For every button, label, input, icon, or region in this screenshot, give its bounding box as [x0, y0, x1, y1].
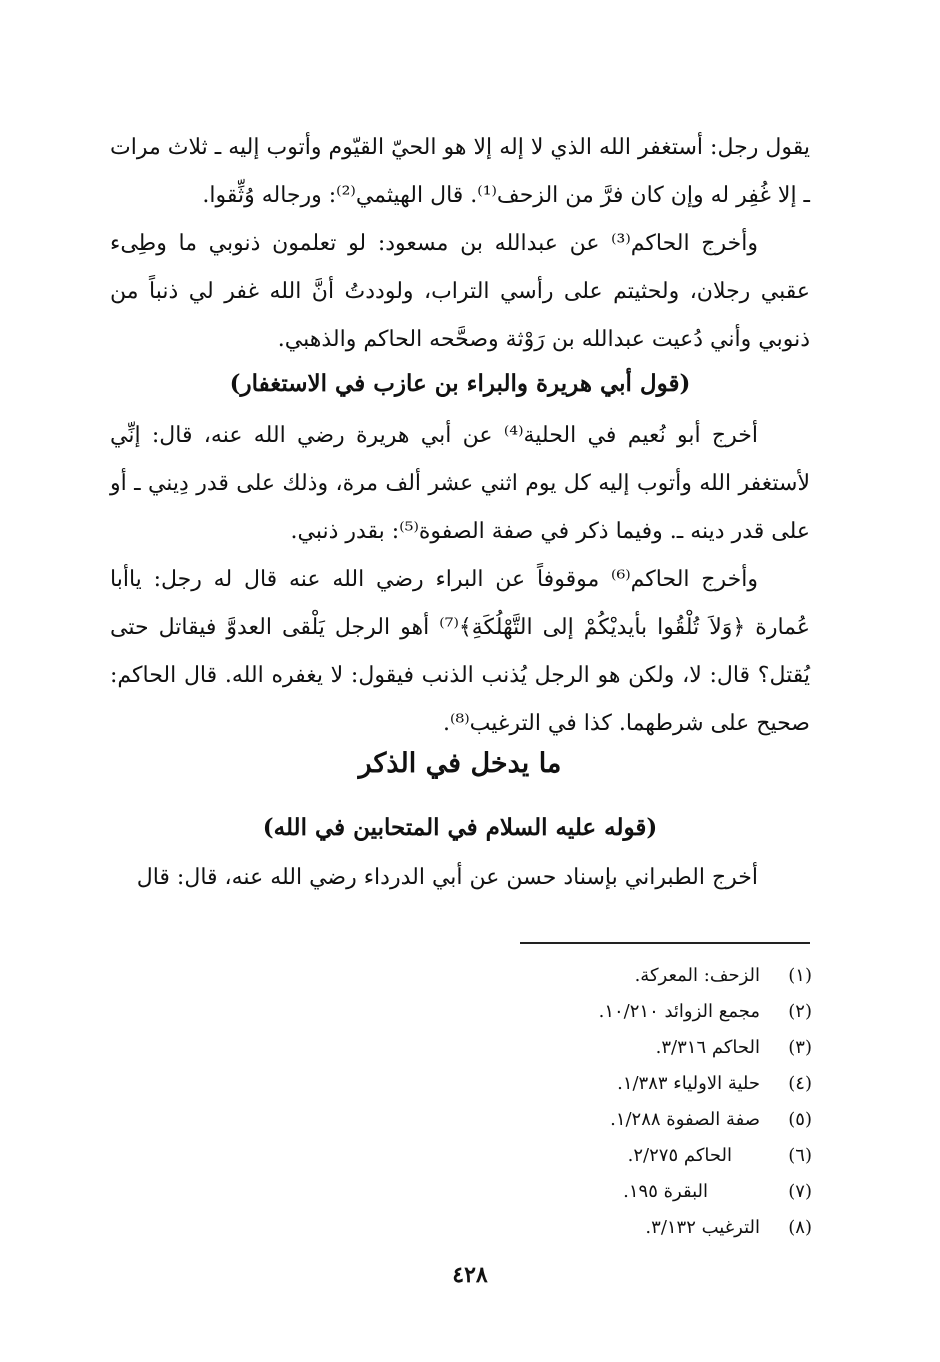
footnote-number: (٦)	[788, 1145, 812, 1166]
footnote-text: الحاكم ٣/٣١٦.	[655, 1037, 760, 1058]
footnote-number: (٤)	[788, 1073, 812, 1094]
section-heading-mutahabbin: (قوله عليه السلام في المتحابين في الله)	[262, 814, 658, 841]
chapter-heading-dhikr: ما يدخل في الذكر	[358, 748, 562, 779]
footnote-item	[110, 1174, 812, 1210]
paragraph-al-bara: وأخرج الحاكم⁽⁶⁾ موقوفاً عن البراء رضي الله عنه قال له رجل: ياأبا عُمارة ﴿وَلاَ تُلْقُوا بأيديْكُمْ إلى التَّهْلُكَةِ﴾⁽⁷⁾ أهو الرجل يَلْقى العدوَّ فيقاتل حتى يُقتل؟ قال: لا، ولكن هو الرجل يُذنب الذنب فيقول: لا يغفره الله. قال الحاكم: صحيح على شرطهما. كذا في الترغيب⁽⁸⁾.	[110, 567, 810, 736]
footnote-item	[110, 1102, 812, 1138]
footnote-number: (٢)	[788, 1001, 812, 1022]
footnote-text: الزحف: المعركة.	[634, 965, 760, 986]
footnote-separator	[520, 942, 810, 944]
footnote-text: مجمع الزوائد ١٠/٢١٠.	[598, 1001, 760, 1022]
section-heading-abu-huraira: (قول أبي هريرة والبراء بن عازب في الاستغفار)	[229, 370, 691, 397]
footnote-item	[110, 1138, 812, 1174]
paragraph-ibn-masud: وأخرج الحاكم⁽³⁾ عن عبدالله بن مسعود: لو تعلمون ذنوبي ما وطِىء عقبي رجلان، ولحثيتم على رأسي التراب، ولوددتُ أنَّ الله غفر لي ذنباً من ذنوبي وأني دُعيت عبدالله بن رَوْثة وصحَّحه الحاكم والذهبي.	[110, 231, 810, 352]
footnote-text: البقرة ١٩٥.	[623, 1181, 708, 1202]
footnote-text: الترغيب ٣/١٣٢.	[645, 1217, 760, 1238]
footnote-text: حلية الاولياء ١/٣٨٣.	[617, 1073, 760, 1094]
page-number: ٤٢٨	[452, 1262, 488, 1288]
footnote-item	[110, 958, 812, 994]
footnote-item	[110, 1210, 812, 1246]
footnote-number: (٣)	[788, 1037, 812, 1058]
paragraph-abu-nuaym: أخرج أبو نُعيم في الحلية⁽⁴⁾ عن أبي هريرة رضي الله عنه، قال: إنِّي لأستغفر الله وأتوب إليه كل يوم اثني عشر ألف مرة، وذلك على قدر دِيني ـ أو على قدر دينه ـ. وفيما ذكر في صفة الصفوة⁽⁵⁾: بقدر ذنبي.	[110, 423, 810, 544]
footnote-number: (٨)	[788, 1217, 812, 1238]
footnote-item	[110, 1030, 812, 1066]
paragraph-tabarani: أخرج الطبراني بإسناد حسن عن أبي الدرداء رضي الله عنه، قال: قال	[136, 865, 758, 890]
footnotes-list	[110, 958, 812, 1246]
paragraph-istighfar-continuation: يقول رجل: أستغفر الله الذي لا إله إلا هو الحيّ القيّوم وأتوب إليه ـ ثلاث مرات ـ إلا غُفِر له وإن كان فرَّ من الزحف⁽¹⁾. قال الهيثمي⁽²⁾: ورجاله وُثِّقوا.	[110, 135, 810, 208]
footnote-number: (١)	[788, 965, 812, 986]
footnote-text: الحاكم ٢/٢٧٥.	[627, 1145, 732, 1166]
footnote-item	[110, 1066, 812, 1102]
footnote-text: صفة الصفوة ١/٢٨٨.	[610, 1109, 760, 1130]
footnote-number: (٥)	[788, 1109, 812, 1130]
footnote-item	[110, 994, 812, 1030]
footnote-number: (٧)	[788, 1181, 812, 1202]
